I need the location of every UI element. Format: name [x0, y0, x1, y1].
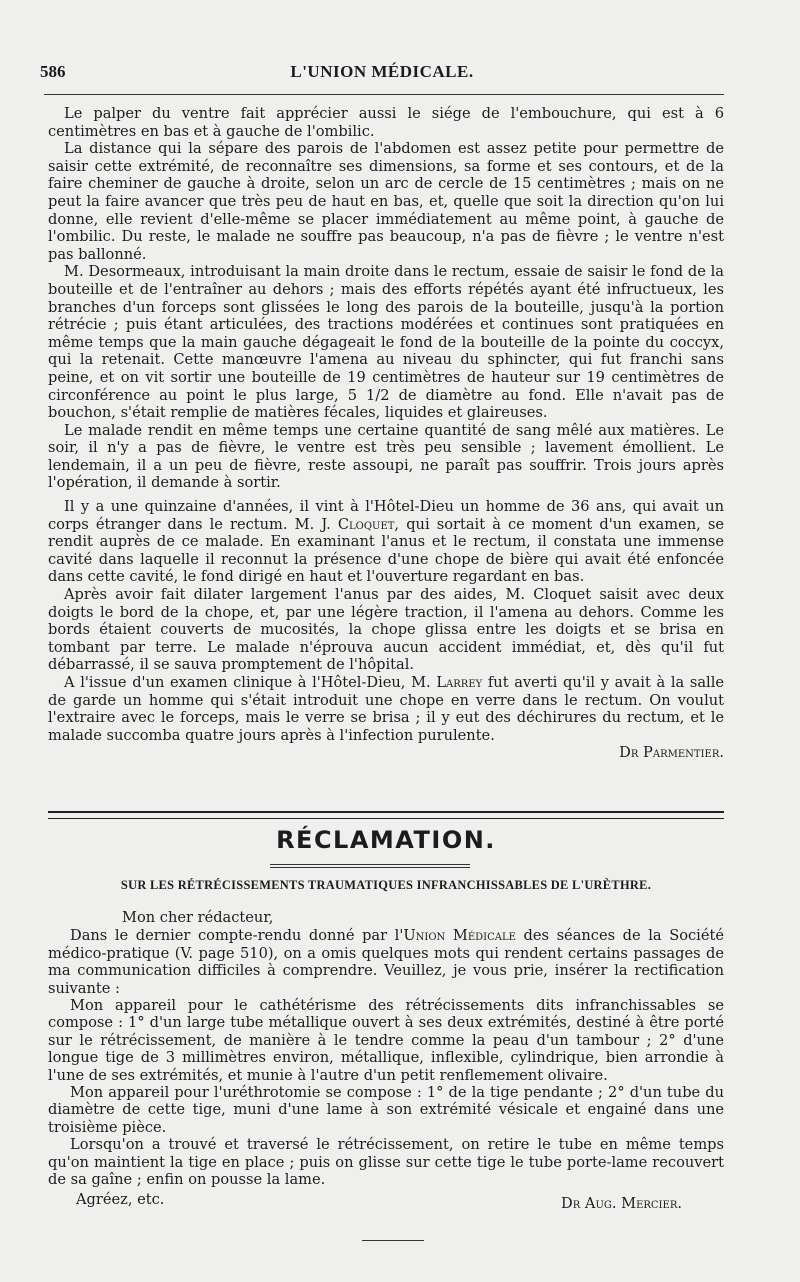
closing-line	[48, 1189, 724, 1211]
paragraph-text: qui sortait à ce moment d'un examen, se rendit auprès de ce malade. En examinant l'anus et le rectum, il constata une immense cavité dans laquelle il reconnut la présence d'une chope de bière qui avait été enfoncée dans cette cavité, le fond dirigé en haut et l'ouverture regardant en bas.	[48, 515, 725, 586]
paragraph: Lorsqu'on a trouvé et traversé le rétrécissement, on retire le tube en même temps qu'on maintient la tige en place ; puis on glisse sur cette tige le tube porte-lame recouvert de sa gaîne ; enfin on pousse la lame.	[48, 1136, 724, 1189]
paragraph: Mon appareil pour le cathétérisme des rétrécissements dits infranchissables se compose : 1° d'un large tube métallique ouvert à ses deux extrémités, destiné à être porté sur le rétrécissement, de manière à le tendre comme la peau d'un tambour ; 2° d'une longue tige de 3 millimètres environ, métallique, inflexible, cylindrique, bien arrondie à l'une de ses extrémités, et munie à l'autre d'un petit renflemement olivaire.	[48, 997, 724, 1084]
paragraph-text: Dans le dernier compte-rendu donné par l'	[70, 927, 404, 945]
paragraph: Le palper du ventre fait apprécier aussi le siége de l'embouchure, qui est à 6 centimètres en bas et à gauche de l'ombilic.	[48, 105, 724, 140]
person-name-larrey: M. Larrey	[411, 674, 483, 691]
title-rule	[270, 864, 470, 868]
header-rule	[44, 94, 724, 95]
salutation: Mon cher rédacteur,	[122, 909, 274, 926]
paragraph-text: fut averti qu'il y avait à la salle de garde un homme qui s'était introduit une chope en verre dans le rectum. On voulut l'extraire avec le forceps, mais le verre se brisa ; il y eut des déchirures du rectum, et le malade succomba quatre jours après à l'infection purulente.	[48, 674, 725, 744]
paragraph: Mon appareil pour l'uréthrotomie se compose : 1° de la tige pendante ; 2° d'un tube du diamètre de cette tige, muni d'une lame à son extrémité vésicale et engainé dans une troisième pièce.	[48, 1084, 724, 1136]
paragraph: Après avoir fait dilater largement l'anus par des aides, M. Cloquet saisit avec deux doigts le bord de la chope, et, par une légère traction, il l'amena au dehors. Comme les bords étaient couverts de mucosités, la chope glissa entre les doigts et se brisa en tombant par terre. Le malade n'éprouva aucun accident immédiat, et, dès qu'il fut débarrassé, il se sauva promptement de l'hôpital.	[48, 586, 724, 674]
paragraph: La distance qui la sépare des parois de l'abdomen est assez petite pour permettre de saisir cette extrémité, de reconnaître ses dimensions, sa forme et ses contours, et de la faire cheminer de gauche à droite, selon un arc de cercle de 15 centimètres ; mais on ne peut la faire avancer que très peu de haut en bas, et, quelle que soit la direction qu'on lui donne, elle revient d'elle-même se placer immédiatement au même point, à gauche de l'ombilic. Du reste, le malade ne souffre pas beaucoup, n'a pas de fièvre ; le ventre n'est pas ballonné.	[48, 140, 724, 263]
paragraph	[48, 498, 724, 586]
article-body	[48, 105, 724, 762]
paragraph-text: des séances de la Société médico-pratique (V. page 510), on a omis quelques mots qui rendent certains passages de ma communication difficiles à comprendre. Veuillez, je vous prie, insérer la rectification suivante :	[48, 927, 724, 997]
journal-name: Union Médicale	[403, 927, 516, 945]
running-title: L'UNION MÉDICALE.	[290, 62, 474, 81]
paragraph: Le malade rendit en même temps une certaine quantité de sang mêlé aux matières. Le soir, il n'y a pas de fièvre, le ventre est très peu sensible ; lavement émollient. Le lendemain, il a un peu de fièvre, reste assoupi, ne paraît pas souffrir. Trois jours après l'opération, il demande à sortir.	[48, 421, 724, 492]
letter-body	[48, 909, 724, 1211]
running-head	[40, 60, 724, 86]
paragraph: M. Desormeaux, introduisant la main droite dans le rectum, essaie de saisir le fond de la bouteille et de l'entraîner au dehors ; mais des efforts répétés ayant été infructueux, les branches d'un forceps sont glissées le long des parois de la bouteille, jusqu'à la portion rétrécie ; puis étant articulées, des tractions modérées et continues sont pratiquées en même temps que la main gauche dégageait le fond de la bouteille de la pointe du coccyx, qui la retenait. Cette manœuvre l'amena au niveau du sphincter, qui fut franchi sans peine, et on vit sortir une bouteille de 19 centimètres de hauteur sur 19 centimètres de circonférence au point le plus large, 5 1/2 de diamètre au fond. Elle n'avait pas de bouchon, s'était remplie de matières fécales, liquides et glaireuses.	[48, 263, 724, 422]
section-title: RÉCLAMATION.	[276, 826, 496, 854]
paragraph-text: A l'issue d'un examen clinique à l'Hôtel-Dieu,	[64, 674, 406, 691]
author-signature: Dr Parmentier.	[619, 744, 724, 762]
section-divider	[48, 811, 724, 819]
letter-signature: Dr Aug. Mercier.	[561, 1194, 682, 1212]
paragraph	[48, 927, 724, 997]
person-name-cloquet: M. J. Cloquet,	[294, 515, 400, 533]
paragraph	[48, 674, 724, 744]
footer-rule	[362, 1240, 424, 1241]
closing: Agréez, etc.	[76, 1190, 165, 1208]
page-number: 586	[40, 62, 66, 81]
paragraph-text: Il y a une quinzaine d'années, il vint à l'Hôtel-Dieu un homme de 36 ans, qui avait un corps étranger dans le rectum.	[48, 498, 724, 533]
section-subtitle: SUR LES RÉTRÉCISSEMENTS TRAUMATIQUES INFRANCHISSABLES DE L'URÈTHRE.	[120, 878, 652, 892]
